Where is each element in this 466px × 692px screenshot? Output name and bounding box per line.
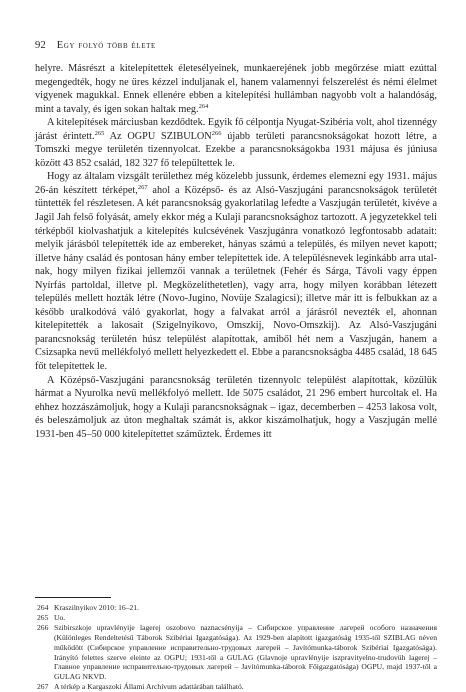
footnote-reference: 266 [211, 129, 222, 137]
page-number: 92 [35, 40, 46, 51]
footnotes [35, 603, 437, 692]
footnote-number: 267 [37, 682, 49, 692]
paragraph-text: A Középső-Vaszjugáni parancsnokság területén tizennyolc települést alapítottak, közülük hármat a Nyurolka nevű mellékfolyó mellett. Ide 5075 családot, 21 296 embert hurcoltak el. Ha ehhez hozzászámoljuk, hogy a Kulaji parancsnokságnak – igaz, decemberben – 4253 lakosa volt, és beleszámoljuk az úton meghaltak számát is, akkor kiszámolhatjuk, hogy a Vaszjugán mellé 1931-ben 45–50 000 kitelepítettet száműztek. Érdemes itt [35, 374, 437, 440]
footnote-text: Szibirszkoje upravlényije lagerej oszobovo naznacsényija – Сибирское управление лагерей особого назначения (Különleges Rendeltetésű Táborok Szibériai Igazgatósága). Az 1929-ben alapított igazgatóság 1935-től SZIBLAG néven működött (Сибирское управление исправительно-трудовых лагерей – Javítómunka-táborok Szibériai Igazgatósága). Irányító felettes szerve eleinte az OGPU; 1931-től a GULAG (Glavnoje upravlényije iszpravityelno-trudovüh lagerej – Главное управление исправительно-трудовых лагерей – Javítómunka-táborok Főigazgatósága) OGPU, majd 1937-től a GULAG NKVD. [54, 622, 437, 682]
paragraph-text: helyre. Másrészt a kitelepítettek életesélyeinek, munkaerejének jobb megőrzése miatt ezúttal megengedték, hogy ne üres kézzel induljanak el, hanem valamennyi felszerelést és némi élelmet vigyenek magukkal. Ennek ellenére ebben a kitelepítési hullámban nagyobb volt a halandóság, mint a tavaly, és igen sokan haltak meg. [35, 63, 437, 115]
paragraph-text: újabb területi parancsnokságokat hozott létre, a Tomszki megye területén tizennyolcat. Ezekbe a parancsnokságokba 1931 májusa és júniusa között 43 852 család, 182 327 fő települtettek le. [35, 130, 437, 169]
footnote [35, 613, 437, 623]
paragraph-text: ahol a Középső- és az Alsó-Vaszjugáni parancsnokságok területét tüntették fel részletesen. A két parancsnokság gyakorlatilag lefedte a Vaszjugán területét, kivéve a Jagil Jah felső folyását, amely ekkor még a Kulaji parancsnoksághoz tartozott. A jegyzetekkel teli térképből kiolvashatjuk a kitelepítés kulcsévének Vaszjugánra vonatkozó legfontosabb adatait: melyik járásból telepítették ide az embereket, hányas számú a település, és milyen nevet kapott; illetve hány család és pontosan hány ember telepítettek ide. A településnevek leginkább arra utalnak, hogy milyen fizikai jellemzői vannak a területnek (Fehér és Sárga, Távoli vagy éppen Nyírfás partoldal, illetve pl. Megközelíthetetlen), vagy arra, hogy milyen korábban létezett település mellett hozták létre (Novo-Jugino, Novüje Szalagicsi); illetve már itt is felbukkan az a később uralkodóvá váló gyakorlat, hogy a falvakat arról a járásról nevezték el, ahonnan kitelepítették a lakosait (Szigelnyikovo, Omszkij, Novo-Omszkij). Az Alsó-Vaszjugáni parancsnokság területén húsz települést alapítottak, amiből hét nem a Vaszjugán, hanem a Csizsapka nevű mellékfolyó mellett helyezkedett el. Ebbe a parancsnokságba 4485 család, 18 645 főt telepítettek le. [35, 184, 438, 373]
paragraph-text: Hogy az általam vizsgált területhez még közelebb jussunk, érdemes elemezni egy 1931. május 26-án készített térképet, [35, 171, 437, 196]
footnote [35, 603, 437, 613]
running-title: Egy folyó több élete [56, 40, 156, 51]
paragraph [35, 116, 437, 170]
footnote-reference: 265 [94, 129, 105, 137]
footnote [35, 682, 437, 692]
body-text [35, 62, 437, 441]
footnote-text: A térkép a Kargaszoki Állami Archívum adattárában található. [54, 682, 244, 692]
footnote-text: Uo. [54, 612, 66, 622]
paragraph [35, 170, 437, 373]
footnote-separator [35, 597, 111, 598]
footnote-number: 264 [37, 603, 49, 612]
footnote-number: 266 [37, 622, 49, 632]
footnote-number: 265 [37, 612, 49, 622]
running-header [35, 40, 156, 51]
footnote [35, 623, 437, 682]
paragraph-text: A kitelepítések márciusban kezdődtek. Egyik fő célpontja Nyugat-Szibéria volt, ahol tizennégy járást érintett. [35, 117, 437, 142]
paragraph-text: Az OGPU SZIBULON [104, 130, 212, 142]
footnote-reference: 264 [198, 102, 209, 110]
footnote-text: Kraszilnyikov 2010: 16–21. [54, 603, 139, 612]
footnote-reference: 267 [137, 184, 148, 192]
paragraph [35, 374, 437, 442]
paragraph [35, 62, 437, 116]
